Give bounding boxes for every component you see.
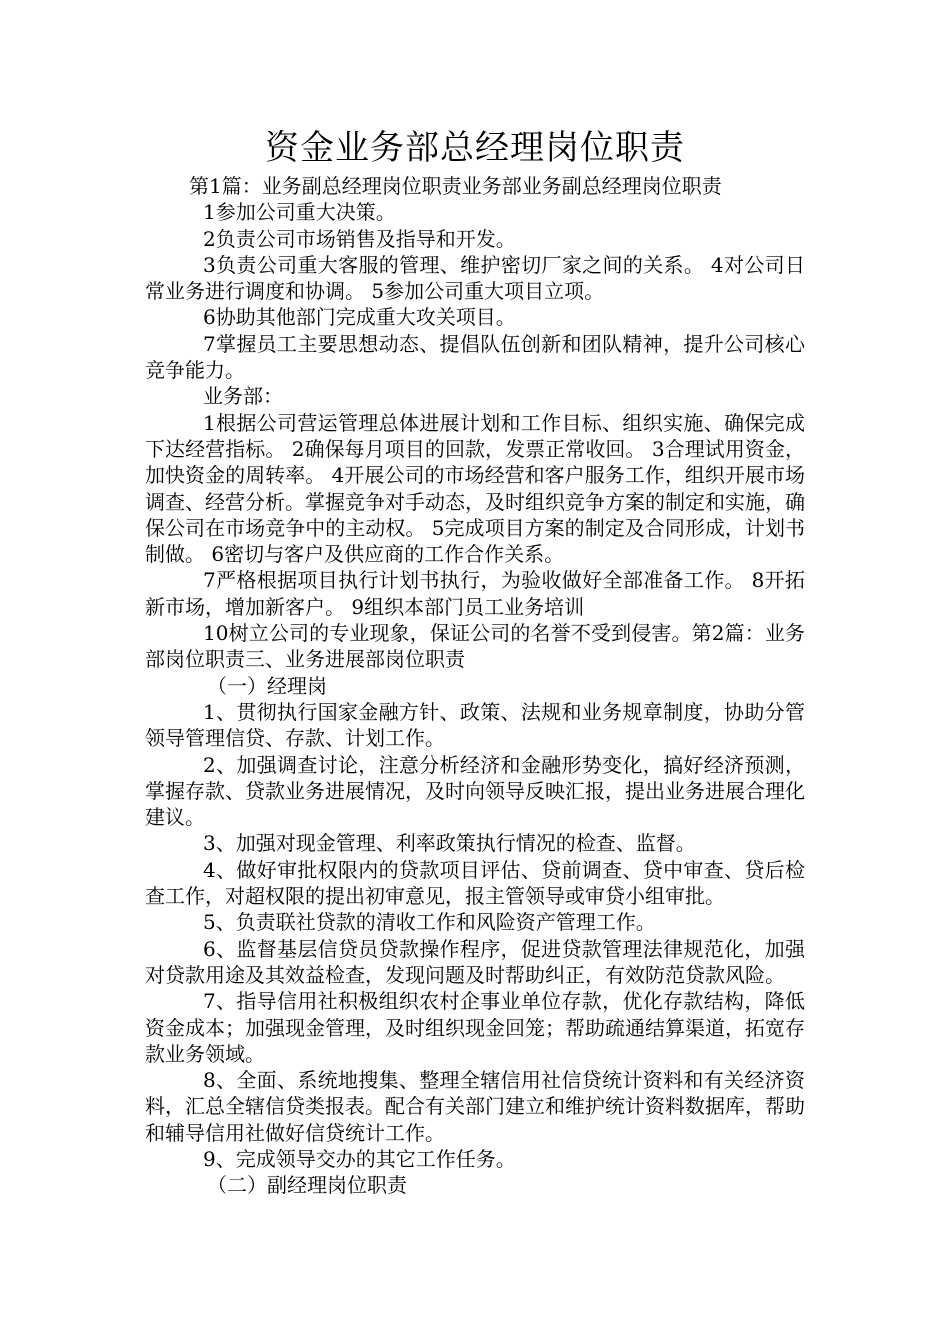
paragraph: 7、指导信用社积极组织农村企事业单位存款，优化存款结构，降低资金成本；加强现金管理，及时组织现金回笼；帮助疏通结算渠道，拓宽存款业务领域。 — [145, 989, 805, 1066]
paragraph: 3负责公司重大客服的管理、维护密切厂家之间的关系。 4对公司日常业务进行调度和协调。 5参加公司重大项目立项。 — [145, 252, 805, 304]
paragraph: 6、监督基层信贷员贷款操作程序，促进贷款管理法律规范化，加强对贷款用途及其效益检查，发现问题及时帮助纠正，有效防范贷款风险。 — [145, 936, 805, 987]
paragraph: 9、完成领导交办的其它工作任务。 — [203, 1146, 516, 1171]
paragraph: 7严格根据项目执行计划书执行，为验收做好全部准备工作。 8开拓新市场，增加新客户。 9组织本部门员工业务培训 — [145, 568, 805, 619]
paragraph-section1-heading: 第1篇：业务副总经理岗位职责业务部业务副总经理岗位职责 — [189, 174, 722, 198]
paragraph-subheading: （一）经理岗 — [207, 673, 327, 698]
paragraph: 6协助其他部门完成重大攻关项目。 — [203, 305, 516, 330]
paragraph: 10树立公司的专业现象，保证公司的名誉不受到侵害。第2篇：业务部岗位职责三、业务进展部岗位职责 — [145, 621, 805, 672]
paragraph: 8、全面、系统地搜集、整理全辖信用社信贷统计资料和有关经济资料，汇总全辖信贷类报表。配合有关部门建立和维护统计资料数据库，帮助和辅导信用社做好信贷统计工作。 — [145, 1068, 805, 1145]
paragraph: 1根据公司营运管理总体进展计划和工作目标、组织实施、确保完成下达经营指标。 2确保每月项目的回款，发票正常收回。 3合理试用资金，加快资金的周转率。 4开展公司的市场经营和客户服务工作，组织开展市场调查、经营分析。掌握竞争对手动态，及时组织竞争方案的制定和实施，确保公司在市场竞争中的主动权。 5完成项目方案的制定及合同形成，计划书制做。 6密切与客户及供应商的工作合作关系。 — [145, 410, 805, 567]
paragraph-subheading: 业务部： — [203, 384, 283, 409]
paragraph: 4、做好审批权限内的贷款项目评估、贷前调查、贷中审查、贷后检查工作，对超权限的提出初审意见，报主管领导或审贷小组审批。 — [145, 857, 805, 909]
paragraph: 5、负责联社贷款的清收工作和风险资产管理工作。 — [203, 910, 656, 935]
paragraph: 1参加公司重大决策。 — [203, 200, 396, 225]
document-body — [145, 173, 805, 1199]
paragraph: 7掌握员工主要思想动态、提倡队伍创新和团队精神，提升公司核心竞争能力。 — [145, 331, 805, 383]
document-title: 资金业务部总经理岗位职责 — [265, 128, 685, 168]
paragraph: 2、加强调查讨论，注意分析经济和金融形势变化，搞好经济预测，掌握存款、贷款业务进展情况，及时向领导反映汇报，提出业务进展合理化建议。 — [145, 752, 805, 830]
paragraph: 3、加强对现金管理、利率政策执行情况的检查、监督。 — [203, 831, 696, 856]
paragraph: 1、贯彻执行国家金融方针、政策、法规和业务规章制度，协助分管领导管理信贷、存款、计划工作。 — [145, 699, 805, 751]
paragraph: 2负责公司市场销售及指导和开发。 — [203, 226, 516, 251]
paragraph-subheading: （二）副经理岗位职责 — [207, 1173, 407, 1198]
